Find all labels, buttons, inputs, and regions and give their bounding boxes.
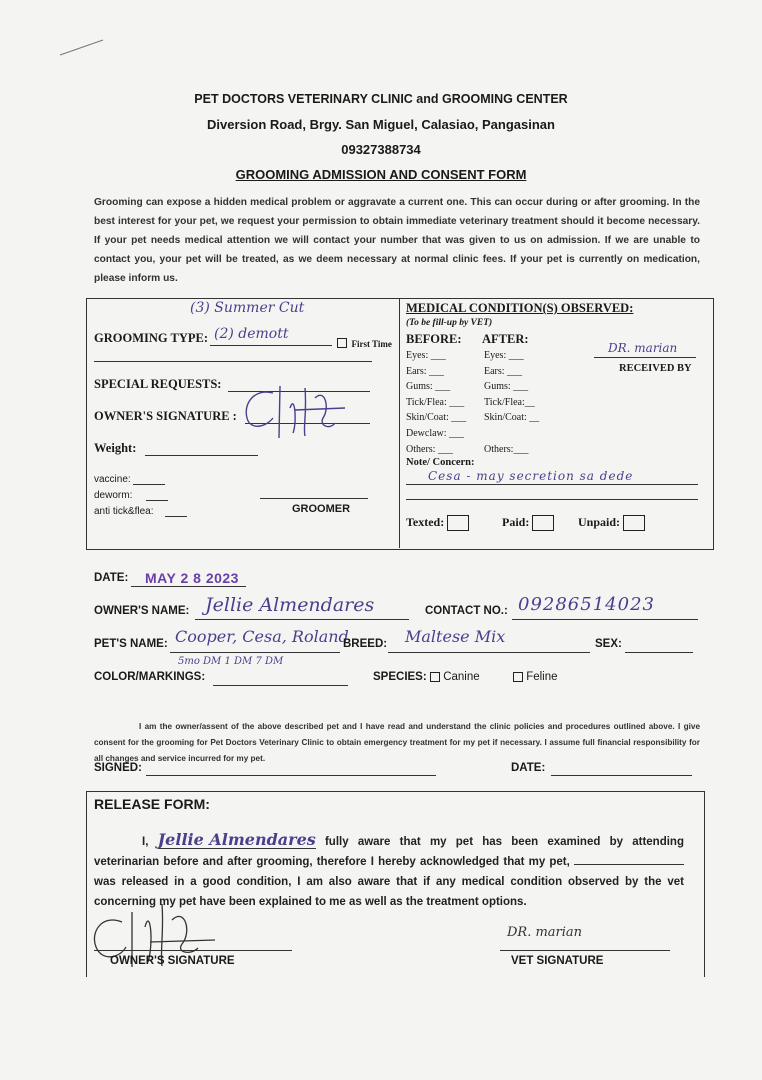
paid-label: Paid: <box>502 515 530 529</box>
before-label: BEFORE: <box>406 332 462 346</box>
canine-checkbox[interactable] <box>430 672 440 682</box>
medical-subtitle: (To be fill-up by VET) <box>406 318 493 328</box>
texted-checkbox[interactable] <box>447 515 469 531</box>
pet-ages: 5mo DM 1 DM 7 DM <box>178 656 284 667</box>
signed-date-line <box>551 775 692 776</box>
release-i: I, <box>142 836 149 848</box>
vet-sig-label: VET SIGNATURE <box>511 955 604 967</box>
clinic-phone: 09327388734 <box>341 142 421 157</box>
canine-option[interactable] <box>430 671 480 683</box>
vet-sig-line <box>500 950 670 951</box>
received-by-label: RECEIVED BY <box>619 363 692 374</box>
pet-name-label: PET'S NAME: <box>94 638 168 650</box>
unpaid-field[interactable] <box>578 515 645 531</box>
release-text-2: was released in a good condition, I am also aware that if any medical condition observed by the vet concerning my pet have been explained to me as well as the treatment options. <box>94 876 684 908</box>
paid-checkbox[interactable] <box>532 515 554 531</box>
consent-text: I am the owner/assent of the above described pet and I have read and understand the clinic policies and procedures outlined above. I give consent for the grooming for Pet Doctors Veterinary Clinic to obtain emergency treatment for my pet if necessary. I assume full financial responsibility for all changes and service incurred for my pet. <box>94 722 700 763</box>
received-by-line <box>594 357 696 358</box>
signed-label: SIGNED: <box>94 762 142 774</box>
after-label: AFTER: <box>482 332 529 346</box>
first-time-checkbox[interactable] <box>337 334 392 352</box>
release-title: RELEASE FORM: <box>94 796 210 812</box>
first-time-box[interactable] <box>337 338 347 348</box>
weight-label: Weight: <box>94 441 137 455</box>
release-owner-name: Jellie Almendares <box>157 830 316 849</box>
first-time-label: First Time <box>351 339 392 349</box>
vaccine-line <box>133 484 165 485</box>
owner-signature-label: OWNER'S SIGNATURE : <box>94 409 237 423</box>
color-label: COLOR/MARKINGS: <box>94 671 206 683</box>
unpaid-label: Unpaid: <box>578 515 621 529</box>
owner-sig-label: OWNER'S SIGNATURE <box>110 955 235 967</box>
pen-stroke-mark <box>55 35 115 60</box>
clinic-address: Diversion Road, Brgy. San Miguel, Calasiao, Pangasinan <box>207 117 555 132</box>
after-list <box>484 348 564 457</box>
deworm-line <box>146 500 168 501</box>
grooming-type-label: GROOMING TYPE: <box>94 331 209 345</box>
date-stamp: MAY 2 8 2023 <box>145 570 239 586</box>
before-gums: Gums: ___ <box>406 381 451 393</box>
before-dewclaw: Dewclaw: ___ <box>406 427 465 439</box>
unpaid-checkbox[interactable] <box>623 515 645 531</box>
note-label: Note/ Concern: <box>406 457 475 468</box>
owner-name-line <box>195 619 409 620</box>
feline-checkbox[interactable] <box>513 672 523 682</box>
clinic-name: PET DOCTORS VETERINARY CLINIC and GROOMING CENTER <box>194 92 568 106</box>
release-pet-blank <box>574 852 684 865</box>
after-tick-flea: Tick/Flea:__ <box>484 396 535 408</box>
received-by-name: DR. marian <box>608 341 678 355</box>
medical-title: MEDICAL CONDITION(S) OBSERVED: <box>406 301 634 315</box>
deworm-label: deworm: <box>94 490 133 501</box>
after-skin-coat: Skin/Coat: __ <box>484 412 540 424</box>
grooming-type-value-1: (3) Summer Cut <box>190 300 305 316</box>
note-line-1 <box>406 484 698 485</box>
contact-value: 09286514023 <box>518 594 655 615</box>
before-ears: Ears: ___ <box>406 365 445 377</box>
texted-label: Texted: <box>406 515 445 529</box>
anti-tick-line <box>165 516 187 517</box>
color-line <box>213 685 348 686</box>
signed-line <box>146 775 436 776</box>
pet-name-line <box>170 652 340 653</box>
anti-tick-label: anti tick&flea: <box>94 506 154 517</box>
owner-sig-line <box>94 950 292 951</box>
before-list <box>406 348 486 457</box>
contact-line <box>512 619 698 620</box>
groomer-line <box>260 498 368 499</box>
owner-name-value: Jellie Almendares <box>205 594 375 616</box>
date-line <box>131 586 246 587</box>
after-ears: Ears: ___ <box>484 365 523 377</box>
paid-field[interactable] <box>502 515 554 531</box>
sex-line <box>625 652 693 653</box>
contact-label: CONTACT NO.: <box>425 605 508 617</box>
before-eyes: Eyes: ___ <box>406 350 446 361</box>
release-text-1: fully aware that my pet has been examined by attending veterinarian before and after grooming, therefore I hereby acknowledged that my pet, <box>94 836 684 868</box>
special-requests-label: SPECIAL REQUESTS: <box>94 377 222 391</box>
consent-paragraph <box>94 719 700 767</box>
pet-name-value: Cooper, Cesa, Roland <box>175 627 349 646</box>
weight-line <box>145 455 258 456</box>
owner-name-label: OWNER'S NAME: <box>94 605 190 617</box>
groomer-label: GROOMER <box>292 503 351 515</box>
signed-date-label: DATE: <box>511 762 546 774</box>
after-others: Others:___ <box>484 443 529 455</box>
feline-option[interactable] <box>513 671 558 683</box>
grooming-type-value-2: (2) demott <box>214 326 289 342</box>
species-label: SPECIES: <box>373 671 427 683</box>
box-divider <box>399 298 400 548</box>
form-title: GROOMING ADMISSION AND CONSENT FORM <box>235 167 527 182</box>
sex-label: SEX: <box>595 638 622 650</box>
before-others: Others: ___ <box>406 443 453 455</box>
feline-label: Feline <box>526 671 558 683</box>
grooming-type-line <box>210 345 332 346</box>
canine-label: Canine <box>443 671 480 683</box>
texted-field[interactable] <box>406 515 469 531</box>
before-skin-coat: Skin/Coat: ___ <box>406 412 467 424</box>
breed-label: BREED: <box>343 638 388 650</box>
intro-paragraph: Grooming can expose a hidden medical problem or aggravate a current one. This can occur during or after grooming. In the best interest for your pet, we request your permission to obtain immediate veterinary treatment should it become necessary. If your pet needs medical attention we will contact your number that was given to us on admission. If we are unable to contact you, your pet will be treated, as we deem necessary at normal clinic fees. If your pet is currently on medication, please inform us. <box>94 197 700 284</box>
breed-line <box>388 652 590 653</box>
after-eyes: Eyes: ___ <box>484 350 524 361</box>
grooming-type-line-2 <box>94 361 372 362</box>
note-value: Cesa - may secretion sa dede <box>428 469 634 483</box>
breed-value: Maltese Mix <box>405 627 506 646</box>
vet-sig-name: DR. marian <box>507 925 583 940</box>
after-dewclaw <box>484 426 564 442</box>
note-line-2 <box>406 499 698 500</box>
owner-signature-scribble <box>235 378 355 443</box>
date-label: DATE: <box>94 572 129 584</box>
before-tick-flea: Tick/Flea: ___ <box>406 396 465 408</box>
vaccine-label: vaccine: <box>94 474 131 485</box>
after-gums: Gums: ___ <box>484 381 529 393</box>
